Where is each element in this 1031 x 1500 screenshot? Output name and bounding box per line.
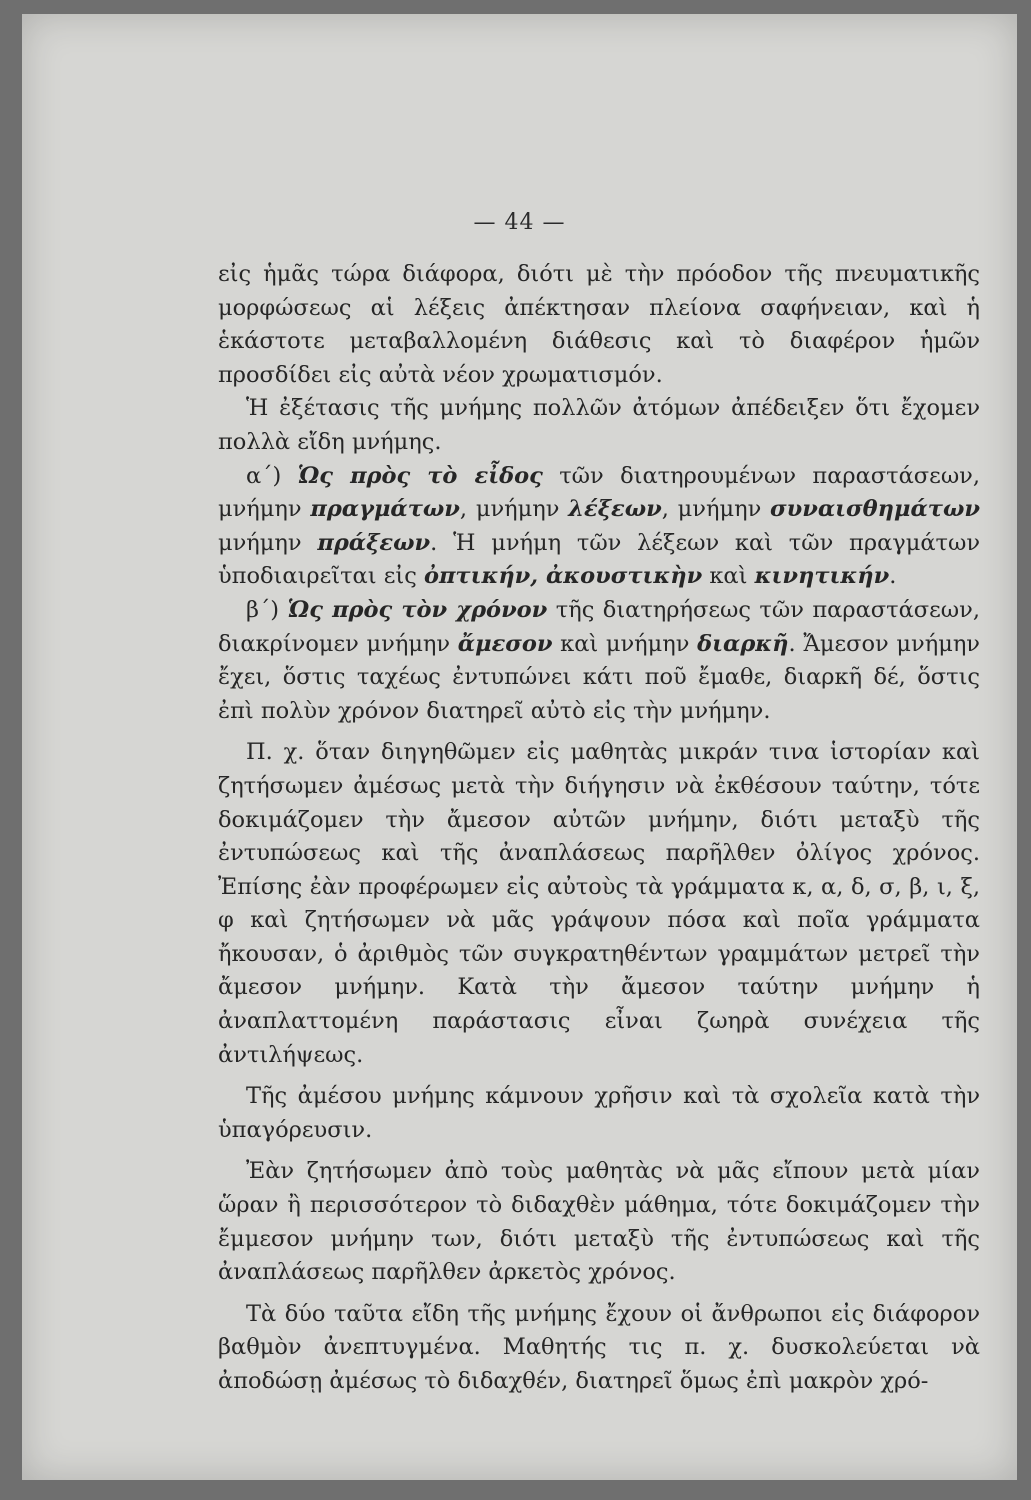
paragraph-3-text-1: τῶν διατηρουμένων παραστάσεων, μνήμην [218, 462, 980, 523]
paragraph-7: Ἐὰν ζητήσωμεν ἀπὸ τοὺς μαθητὰς νὰ μᾶς εἴπουν μετὰ μίαν ὥραν ἢ περισσότερον τὸ διδαχθὲν μάθημα, τότε δοκιμάζομεν τὴν ἔμμεσον μνήμην των, διότι μεταξὺ τῆς ἐντυπώσεως καὶ τῆς ἀναπλάσεως παρῆλθεν ἀρκετὸς χρόνος. [218, 1158, 980, 1286]
paragraph-4 [218, 594, 980, 728]
paragraph-3 [218, 460, 980, 594]
paragraph-6: Τῆς ἀμέσου μνήμης κάμνουν χρῆσιν καὶ τὰ σχολεῖα κατὰ τὴν ὑπαγόρευσιν. [218, 1083, 980, 1143]
term-pragmaton: πραγμάτων [310, 496, 460, 523]
body-text [218, 258, 980, 1399]
paragraph-3-text-4: μνήμην [218, 529, 318, 556]
term-lexeon: λέξεων [568, 496, 662, 523]
term-optikin-akoustikin: ὀπτικήν, ἀκουστικὴν [423, 563, 703, 590]
paragraph-3-marker: α΄) [246, 462, 298, 489]
term-praxeon: πράξεων [317, 529, 431, 556]
paragraph-4-text-1: τῆς διατηρήσεως τῶν παραστάσεων, διακρίνομεν μνήμην [218, 596, 980, 657]
book-page [22, 14, 1017, 1480]
paragraph-4-text-3: . Ἄμεσον μνήμην ἔχει, ὅστις ταχέως ἐντυπώνει κάτι ποῦ ἔμαθε, διαρκῆ δέ, ὅστις ἐπὶ πολὺν χρόνον διατηρεῖ αὐτὸ εἰς τὴν μνήμην. [218, 630, 980, 724]
paragraph-3-heading: Ὡς πρὸς τὸ εἶδος [297, 462, 543, 489]
paragraph-4-heading: Ὡς πρὸς τὸν χρόνον [287, 596, 548, 623]
paragraph-3-text-6: καὶ [702, 563, 755, 590]
paragraph-1: εἰς ἡμᾶς τώρα διάφορα, διότι μὲ τὴν πρόοδον τῆς πνευματικῆς μορφώσεως αἱ λέξεις ἀπέκτησαν πλείονα σαφήνειαν, καὶ ἡ ἑκάστοτε μεταβαλλομένη διάθεσις καὶ τὸ διαφέρον ἡμῶν προσδίδει εἰς αὐτὰ νέον χρωματισμόν. [218, 261, 980, 388]
paragraph-5: Π. χ. ὅταν διηγηθῶμεν εἰς μαθητὰς μικράν τινα ἱστορίαν καὶ ζητήσωμεν ἀμέσως μετὰ τὴν διήγησιν νὰ ἐκθέσουν ταύτην, τότε δοκιμάζομεν τὴν ἄμεσον αὐτῶν μνήμην, διότι μεταξὺ τῆς ἐντυπώσεως καὶ τῆς ἀναπλάσεως παρῆλθεν ὀλίγος χρόνος. Ἐπίσης ἐὰν προφέρωμεν εἰς αὐτοὺς τὰ γράμματα κ, α, δ, σ, β, ι, ξ, φ καὶ ζητήσωμεν νὰ μᾶς γράψουν πόσα καὶ ποῖα γράμματα ἤκουσαν, ὁ ἀριθμὸς τῶν συγκρατηθέντων γραμμάτων μετρεῖ τὴν ἄμεσον μνήμην. Κατὰ τὴν ἄμεσον ταύτην μνήμην ἡ ἀναπλαττομένη παράστασις εἶναι ζωηρὰ συνέχεια τῆς ἀντιλήψεως. [218, 739, 980, 1068]
term-diarki: διαρκῆ [697, 630, 789, 657]
paragraph-3-text-3: , μνήμην [661, 496, 771, 523]
paragraph-3-text-2: , μνήμην [459, 496, 569, 523]
paragraph-2: Ἡ ἐξέτασις τῆς μνήμης πολλῶν ἀτόμων ἀπέδειξεν ὅτι ἔχομεν πολλὰ εἴδη μνήμης. [218, 395, 980, 455]
paragraph-3-text-5: . Ἡ μνήμη τῶν λέξεων καὶ τῶν πραγμάτων ὑποδιαιρεῖται εἰς [218, 529, 980, 590]
page-number: — 44 — [473, 210, 566, 235]
paragraph-3-text-7: . [889, 563, 897, 590]
term-ameson: ἄμεσον [457, 630, 553, 657]
paragraph-4-marker: β΄) [246, 596, 288, 623]
paragraph-4-text-2: καὶ μνήμην [552, 630, 698, 657]
paragraph-8: Τὰ δύο ταῦτα εἴδη τῆς μνήμης ἔχουν οἱ ἄνθρωποι εἰς διάφορον βαθμὸν ἀνεπτυγμένα. Μαθητής τις π. χ. δυσκολεύεται νὰ ἀποδώσῃ ἀμέσως τὸ διδαχθέν, διατηρεῖ ὅμως ἐπὶ μακρὸν χρό- [218, 1300, 980, 1394]
term-synaisthimaton: συναισθημάτων [770, 496, 980, 523]
term-kinitikin: κινητικήν [754, 563, 890, 590]
